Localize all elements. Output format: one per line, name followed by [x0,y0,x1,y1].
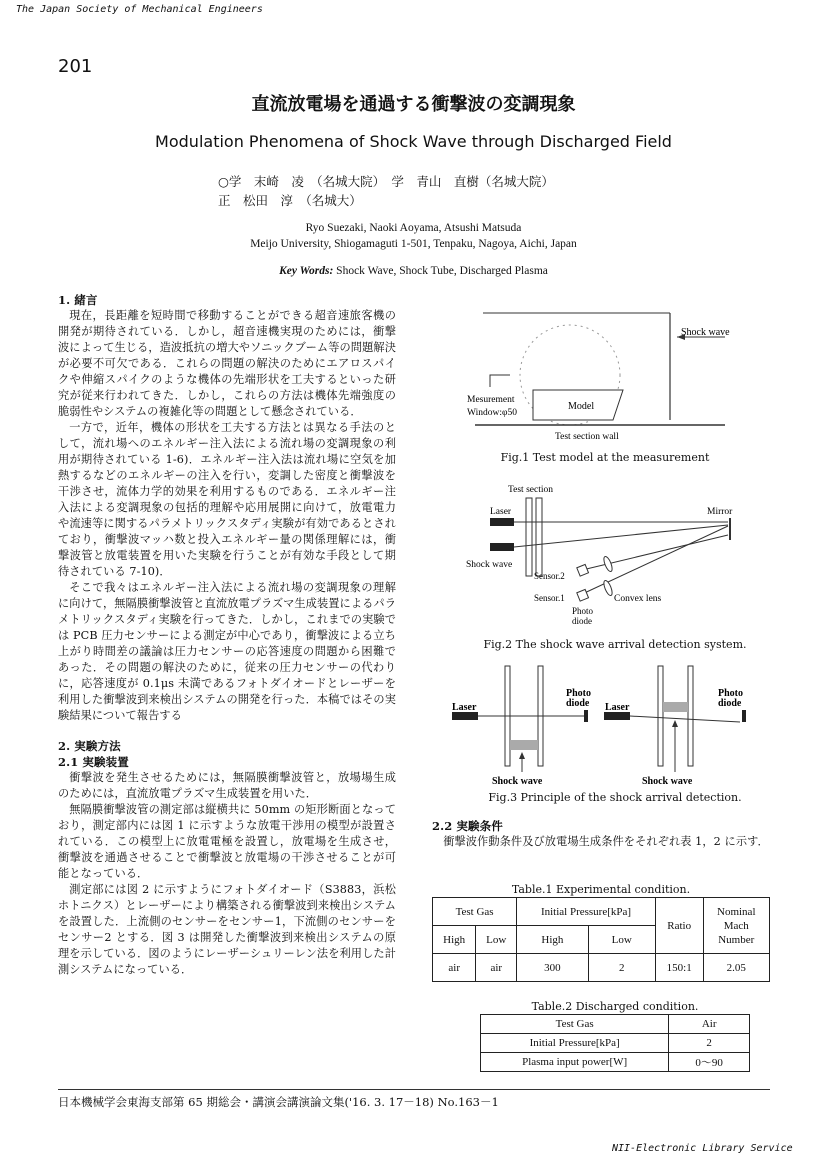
table-1 [432,897,770,982]
title-japanese: 直流放電場を通過する衝撃波の変調現象 [251,94,576,115]
footer-rule [58,1089,770,1090]
fig3-left-label-photo: Photo [566,688,591,699]
fig2-label-convex-lens: Convex lens [614,594,662,604]
footer-citation: 日本機械学会東海支部第 65 期総会・講演会講演論文集('16. 3. 17－18) No.163－1 [58,1095,499,1109]
authors-japanese-line2: 正 松田 淳 （名城大） [218,193,362,208]
keywords-text: Shock Wave, Shock Tube, Discharged Plasma [333,265,548,277]
authors-japanese-line1: ○学 末崎 凌 （名城大院） 学 青山 直樹（名城大院） [218,174,554,189]
fig2-convex-lens-2 [602,579,614,596]
keywords-label: Key Words: [279,265,334,277]
table-2-value-test-gas: Air [669,1015,750,1034]
fig1-label-model: Model [568,401,595,412]
table-1-caption: Table.1 Experimental condition. [511,883,691,896]
method-paragraph-3: 測定部には図 2 に示すようにフォトダイオード（S3883，浜松ホトニクス）とレーザーにより構築される衝撃波到来検出システムを設置した．上流側のセンサーをセンサー1，下流側のセンサーをセンサー2 とする．図 3 は開発した衝撃波到来検出システムの原理を示している．図のようにレーザーシュリーレン法を利用した計測システムになっている． [58,883,396,976]
fig3-right-wall-1 [658,666,663,766]
fig3-right-label-shock-wave: Shock wave [642,776,693,787]
title-english: Modulation Phenomena of Shock Wave through Discharged Field [155,132,672,151]
fig2-label-shock-wave: Shock wave [466,560,513,570]
affiliation: Meijo University, Shiogamaguti 1-501, Tenpaku, Nagoya, Aichi, Japan [250,238,577,250]
fig3-right-laser [604,712,630,720]
method-heading: 2. 実験方法 [58,739,121,753]
table-1-cell-low-gas: air [476,954,517,982]
fig1-label-wall: Test section wall [555,432,619,442]
table-1-cell-high-gas: air [433,954,476,982]
fig3-left-label-laser: Laser [452,702,477,713]
table-row [433,954,770,982]
table-1-header-high-pressure: High [517,926,588,954]
table-1-header-number: Number [718,933,755,946]
conditions-section [432,818,772,850]
table-1-header-nominal-mach [703,898,770,954]
table-2-value-plasma-power: 0～90 [669,1053,750,1072]
fig2-sensor-2 [577,564,589,576]
fig2-laser-1 [490,518,514,526]
intro-paragraph-3: そこで我々はエネルギー注入法による流れ場の変調現象の理解に向けて，無隔膜衝撃波管と直流放電プラズマ生成装置によるパラメトリックスタディ実験を行ってきた．しかし，これまでの実験では PCB 圧力センサーによる測定が中心であり，衝撃波による立ち上がり時間差の議論は圧力センサーの応答速度の問題から困難であった．その問題の解決のために，従来の圧力センサーの代わりに，応答速度が 0.1μs 未満であるフォトダイオードとレーザーを利用した衝撃波到来検出システムの開発を行った．本稿ではその実験結果について報告する [58,581,396,722]
fig2-return-beam-2 [578,535,728,571]
table-row [481,1034,750,1053]
fig3-right-label-laser: Laser [605,702,630,713]
figure-1-diagram [455,305,755,445]
figure-1-caption: Fig.1 Test model at the measurement [500,451,710,464]
method-paragraph-1: 衝撃波を発生させるためには，無隔膜衝撃波管と，放場場生成のためには，直流放電プラズマ生成装置を用いた． [58,771,396,800]
table-1-cell-low-pressure: 2 [588,954,655,982]
intro-paragraph-1: 現在，長距離を短時間で移動することができる超音速旅客機の開発が期待されている．しかし，超音速機実現のためには，衝撃波によって生じる，造波抵抗の増大やソニックブーム等の問題解決が必要不可欠である．これらの問題の解決のためにエアロスパイクや伸縮スパイクのような機体の先端形状を工夫するといった研究が従来行われてきた．しかし，これらの方法は機体先端強度の脆弱性やシステムの複雑化等の問題として懸念されている． [58,309,396,418]
fig2-convex-lens-1 [602,555,614,572]
table-row [481,1053,750,1072]
society-header: The Japan Society of Mechanical Engineers [16,4,263,15]
table-1-cell-mach: 2.05 [703,954,770,982]
fig3-right-beam [630,716,740,722]
apparatus-heading: 2.1 実験装置 [58,755,129,769]
fig2-label-test-section: Test section [508,485,553,495]
fig2-label-sensor-1: Sensor.1 [534,593,565,603]
fig2-label-mirror: Mirror [707,507,733,517]
fig2-beam-2 [514,525,728,547]
table-1-header-ratio: Ratio [655,898,703,954]
intro-heading: 1. 緒言 [58,293,98,307]
table-1-header-test-gas: Test Gas [433,898,517,926]
fig3-right-label-diode: diode [718,698,742,709]
table-2-label-initial-pressure: Initial Pressure[kPa] [481,1034,669,1053]
fig2-sensor-1 [577,589,589,601]
figure-2-diagram [460,480,760,630]
table-2-label-plasma-power: Plasma input power[W] [481,1053,669,1072]
fig2-label-diode: diode [572,616,592,626]
figure-3-diagram [450,662,760,790]
table-1-header-nominal: Nominal [717,905,756,918]
table-1-cell-ratio: 150:1 [655,954,703,982]
fig2-wall-right [536,498,542,576]
table-1-header-initial-pressure: Initial Pressure[kPa] [517,898,656,926]
fig1-label-shock-wave: Shock wave [681,327,730,338]
table-2-label-test-gas: Test Gas [481,1015,669,1034]
fig3-left-photodiode [584,710,588,722]
authors-english: Ryo Suezaki, Naoki Aoyama, Atsushi Matsuda [305,222,522,234]
table-2-caption: Table.2 Discharged condition. [531,1000,699,1013]
fig3-left-label-shock-wave: Shock wave [492,776,543,787]
fig1-label-window-2: Window:φ50 [467,408,517,418]
fig3-right-wall-2 [688,666,693,766]
footer-library: NII-Electronic Library Service [612,1143,793,1154]
fig2-return-beam-1 [578,526,728,596]
fig3-right-photodiode [742,710,746,722]
figure-2-caption: Fig.2 The shock wave arrival detection system. [483,638,747,651]
fig2-wall-left [526,498,532,576]
fig2-laser-2 [490,543,514,551]
table-1-header-high: High [433,926,476,954]
fig3-right-label-photo: Photo [718,688,743,699]
intro-paragraph-2: 一方で，近年，機体の形状を工夫する方法とは異なる手法のとして，流れ場へのエネルギー注入法による流れ場の変調現象の利用が期待されている 1-6)．エネルギー注入法は流れ場に空気を加熱するなどのエネルギーの注入を行い，変調した密度と衝撃波を干渉させ，流体力学的効果を利用するものである．エネルギー注入法による変調現象の包括的理解や応用展開に向けて，放電電力や流速等に関するパラメトリックスタディ実験が有効であるとされており，衝撃波マッハ数と投入エネルギー量の関係理解には，衝撃波管と放電装置を用いた実験を行うことが有効な手段として期待されている 7-10)． [58,421,396,578]
fig2-label-photo: Photo [572,606,594,616]
fig2-label-laser: Laser [490,507,512,517]
conditions-paragraph: 衝撃波作動条件及び放電場生成条件をそれぞれ表 1，2 に示す． [443,835,769,848]
left-column [58,292,396,978]
fig1-label-window-1: Mesurement [467,395,515,405]
table-1-cell-high-pressure: 300 [517,954,588,982]
table-2 [480,1014,750,1072]
method-paragraph-2: 無隔膜衝撃波管の測定部は縦横共に 50mm の矩形断面となっており，測定部内には図 1 に示すような放電干渉用の模型が設置されている．この模型上に放電電極を設置し，放電場を生成させ，衝撃波を通過させることで衝撃波と放電場の干渉させることが可能となっている． [58,803,396,880]
conditions-heading: 2.2 実験条件 [432,819,503,833]
table-1-header-low-pressure: Low [588,926,655,954]
fig3-left-label-diode: diode [566,698,590,709]
fig2-label-sensor-2: Sensor.2 [534,571,565,581]
fig3-left-shock-region [510,740,538,750]
table-row [481,1015,750,1034]
fig3-right-shock-region [663,702,688,712]
fig3-left-laser [452,712,478,720]
paper-number: 201 [58,56,93,77]
figure-3-caption: Fig.3 Principle of the shock arrival detection. [488,791,742,804]
keywords [0,265,827,277]
table-1-header-mach: Mach [723,919,749,932]
fig1-window-pointer [490,375,510,387]
table-2-value-initial-pressure: 2 [669,1034,750,1053]
table-1-header-low: Low [476,926,517,954]
